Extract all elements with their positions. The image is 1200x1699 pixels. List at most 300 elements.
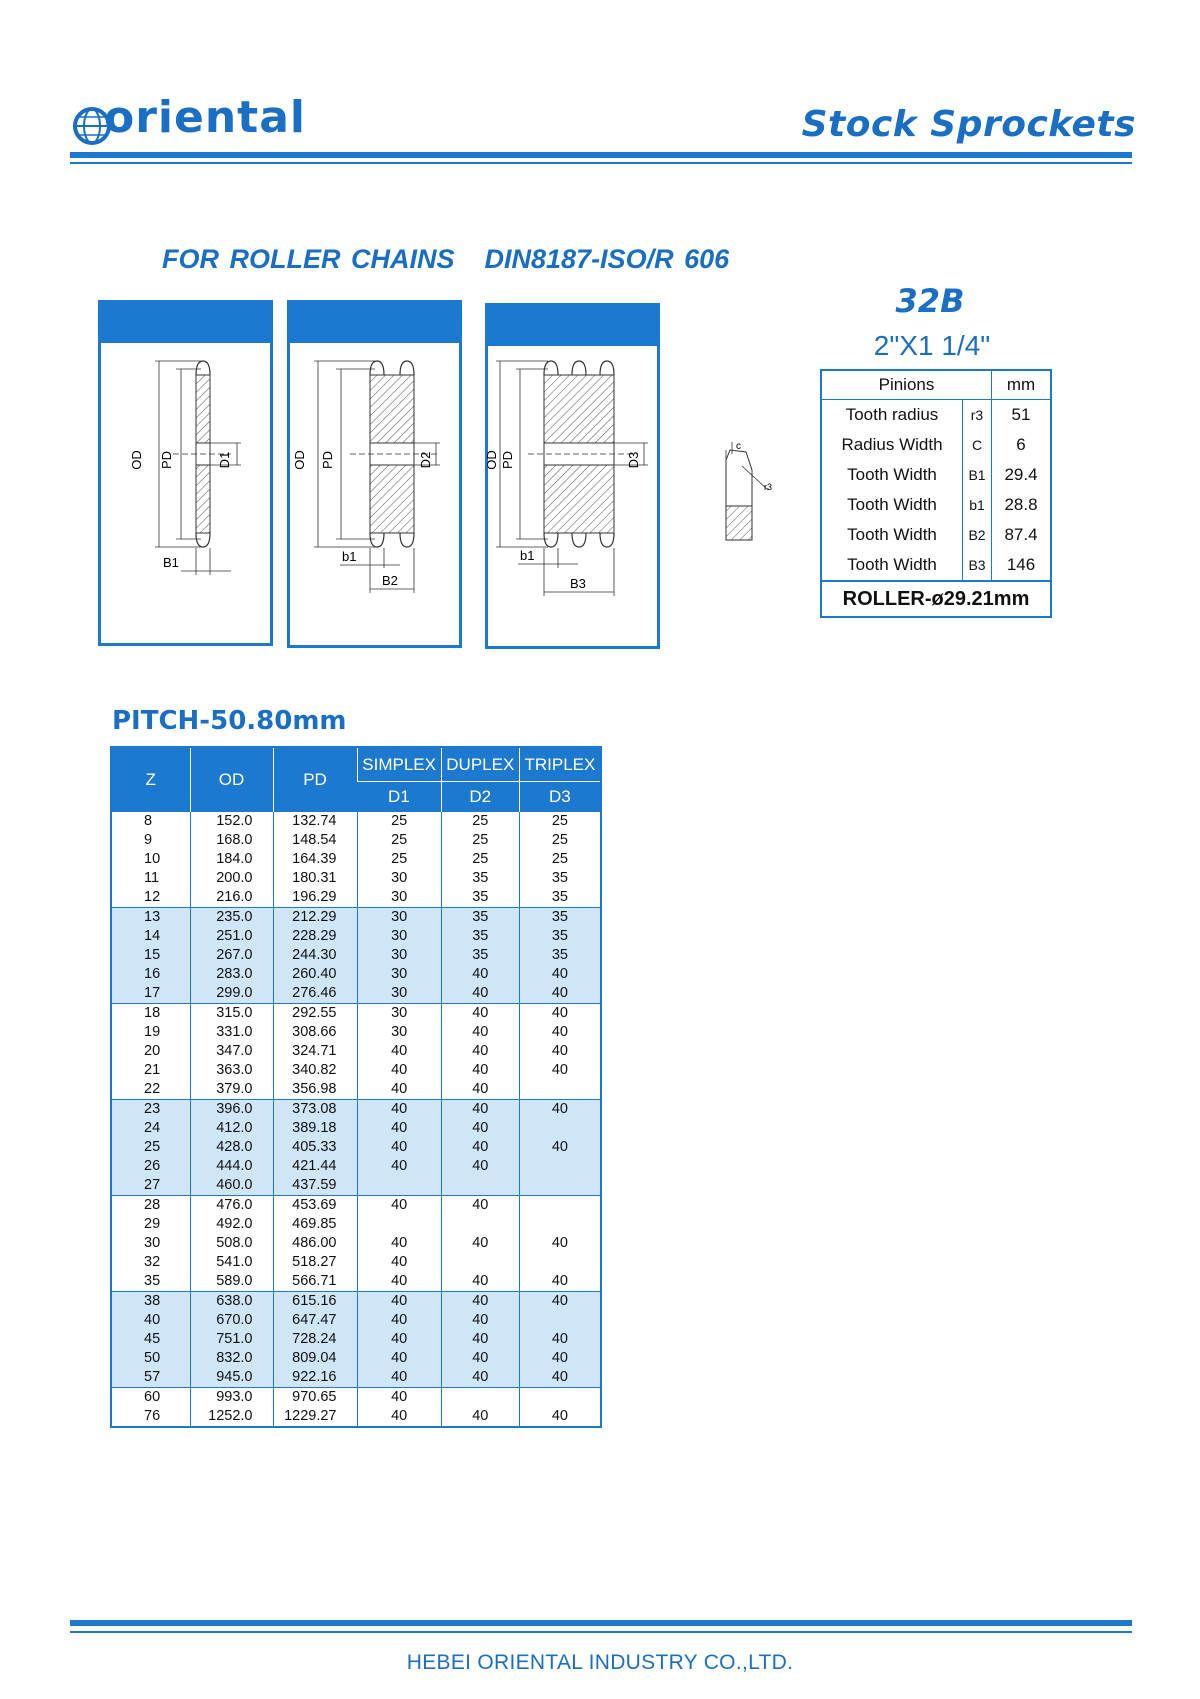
spec-value: 87.4 bbox=[992, 520, 1052, 550]
cell-z: 40 bbox=[111, 1311, 190, 1330]
cell-pd: 148.54 bbox=[273, 831, 357, 850]
table-row bbox=[111, 1349, 601, 1368]
cell-pd: 486.00 bbox=[273, 1234, 357, 1253]
cell-od: 492.0 bbox=[190, 1215, 273, 1234]
panel-header-bar bbox=[290, 303, 459, 343]
col-duplex: DUPLEX bbox=[441, 747, 519, 782]
cell-d2: 40 bbox=[441, 984, 519, 1004]
cell-d1: 40 bbox=[357, 1119, 441, 1138]
cell-d3: 35 bbox=[519, 888, 601, 908]
cell-d3: 40 bbox=[519, 1330, 601, 1349]
duplex-sprocket-drawing bbox=[290, 343, 460, 643]
cell-d2: 40 bbox=[441, 1368, 519, 1388]
chain-size: 2"X1 1/4" bbox=[873, 330, 991, 361]
table-row bbox=[111, 1080, 601, 1100]
cell-pd: 308.66 bbox=[273, 1023, 357, 1042]
spec-label: Tooth Width bbox=[847, 495, 937, 514]
cell-d3: 25 bbox=[519, 831, 601, 850]
cell-od: 235.0 bbox=[190, 908, 273, 928]
spec-header-row bbox=[821, 370, 1051, 400]
cell-pd: 356.98 bbox=[273, 1080, 357, 1100]
cell-d2: 40 bbox=[441, 1080, 519, 1100]
page-header-title: Stock Sprockets bbox=[801, 104, 1136, 145]
cell-d1: 25 bbox=[357, 812, 441, 832]
b2-label: B2 bbox=[382, 573, 398, 588]
cell-pd: 970.65 bbox=[273, 1388, 357, 1408]
table-row bbox=[111, 1272, 601, 1292]
cell-od: 216.0 bbox=[190, 888, 273, 908]
cell-pd: 405.33 bbox=[273, 1138, 357, 1157]
cell-d2: 35 bbox=[441, 908, 519, 928]
cell-d1: 40 bbox=[357, 1272, 441, 1292]
triplex-diagram-panel bbox=[485, 303, 660, 649]
cell-z: 25 bbox=[111, 1138, 190, 1157]
panel-header-bar bbox=[101, 303, 270, 343]
cell-z: 23 bbox=[111, 1100, 190, 1120]
section-subtitle bbox=[162, 244, 729, 275]
cell-d3: 40 bbox=[519, 1349, 601, 1368]
cell-pd: 132.74 bbox=[273, 812, 357, 832]
col-d3: D3 bbox=[519, 782, 601, 812]
table-row bbox=[111, 1176, 601, 1196]
cell-pd: 1229.27 bbox=[273, 1407, 357, 1427]
col-d2: D2 bbox=[441, 782, 519, 812]
cell-z: 18 bbox=[144, 1005, 161, 1021]
cell-od: 152.0 bbox=[190, 812, 273, 832]
cell-pd: 196.29 bbox=[273, 888, 357, 908]
spec-symbol: C bbox=[963, 430, 992, 460]
pd-label: PD bbox=[159, 450, 174, 470]
cell-od: 200.0 bbox=[190, 869, 273, 888]
table-row-group bbox=[111, 1292, 601, 1388]
cell-d2 bbox=[441, 1176, 519, 1196]
cell-z: 32 bbox=[144, 1254, 161, 1270]
cell-d2: 40 bbox=[441, 965, 519, 984]
cell-d2: 40 bbox=[441, 1311, 519, 1330]
roller-diameter: ROLLER-ø29.21mm bbox=[821, 581, 1051, 617]
cell-d1: 40 bbox=[357, 1292, 441, 1312]
cell-od: 589.0 bbox=[190, 1272, 273, 1292]
cell-od: 751.0 bbox=[190, 1330, 273, 1349]
sprocket-dimension-table bbox=[110, 746, 602, 1428]
table-header-row bbox=[111, 747, 601, 782]
header-rule-thin bbox=[70, 162, 1132, 164]
cell-d1: 40 bbox=[357, 1080, 441, 1100]
col-od: OD bbox=[190, 747, 273, 812]
cell-pd: 260.40 bbox=[273, 965, 357, 984]
col-simplex: SIMPLEX bbox=[357, 747, 441, 782]
cell-z: 15 bbox=[111, 946, 190, 965]
cell-od: 347.0 bbox=[190, 1042, 273, 1061]
cell-d2: 35 bbox=[441, 927, 519, 946]
cell-d2: 40 bbox=[441, 1100, 519, 1120]
cell-d1: 30 bbox=[357, 927, 441, 946]
simplex-sprocket-drawing bbox=[101, 343, 271, 643]
cell-d1: 40 bbox=[357, 1138, 441, 1157]
cell-od: 267.0 bbox=[190, 946, 273, 965]
pitch-title: PITCH-50.80mm bbox=[112, 706, 347, 736]
cell-d2: 25 bbox=[441, 812, 519, 832]
cell-d3 bbox=[519, 1176, 601, 1196]
panel-header-bar bbox=[488, 306, 657, 346]
cell-od: 168.0 bbox=[190, 831, 273, 850]
cell-d1: 40 bbox=[357, 1157, 441, 1176]
cell-pd: 518.27 bbox=[273, 1253, 357, 1272]
cell-d1: 40 bbox=[357, 1349, 441, 1368]
table-row bbox=[111, 888, 601, 908]
cell-pd: 164.39 bbox=[273, 850, 357, 869]
cell-d2: 35 bbox=[441, 888, 519, 908]
cell-d2 bbox=[441, 1388, 519, 1408]
table-row bbox=[111, 1215, 601, 1234]
table-row bbox=[111, 965, 601, 984]
cell-od: 428.0 bbox=[190, 1138, 273, 1157]
cell-d2: 40 bbox=[441, 1292, 519, 1312]
pinion-spec-table bbox=[820, 369, 1052, 618]
table-row bbox=[111, 1100, 601, 1120]
col-d1: D1 bbox=[357, 782, 441, 812]
cell-z: 22 bbox=[144, 1081, 161, 1097]
cell-d3: 40 bbox=[519, 1100, 601, 1120]
cell-d1: 40 bbox=[357, 1368, 441, 1388]
cell-z: 76 bbox=[144, 1408, 161, 1424]
cell-d1: 40 bbox=[357, 1253, 441, 1272]
cell-z: 16 bbox=[111, 965, 190, 984]
cell-d3 bbox=[519, 1253, 601, 1272]
pd-label: PD bbox=[320, 450, 335, 470]
cell-z: 28 bbox=[144, 1197, 161, 1213]
cell-pd: 292.55 bbox=[273, 1004, 357, 1024]
table-row bbox=[111, 1368, 601, 1388]
subtitle-text: FOR ROLLER CHAINS bbox=[162, 244, 455, 274]
spec-symbol: B2 bbox=[963, 520, 992, 550]
table-row bbox=[111, 831, 601, 850]
r3-label: r3 bbox=[764, 482, 773, 492]
cell-d2: 40 bbox=[441, 1407, 519, 1427]
cell-d2: 35 bbox=[441, 869, 519, 888]
cell-d1: 30 bbox=[357, 984, 441, 1004]
spec-row bbox=[821, 460, 1051, 490]
cell-pd: 244.30 bbox=[273, 946, 357, 965]
table-row bbox=[111, 869, 601, 888]
cell-d1: 30 bbox=[357, 908, 441, 928]
col-z: Z bbox=[111, 747, 190, 812]
cell-d2: 40 bbox=[441, 1042, 519, 1061]
cell-pd: 373.08 bbox=[273, 1100, 357, 1120]
cell-z: 19 bbox=[144, 1024, 161, 1040]
cell-z: 17 bbox=[111, 984, 190, 1004]
cell-z: 60 bbox=[144, 1389, 161, 1405]
cell-d1: 30 bbox=[357, 965, 441, 984]
cell-d2: 40 bbox=[441, 1023, 519, 1042]
table-row bbox=[111, 1004, 601, 1024]
table-row-group bbox=[111, 812, 601, 908]
cell-d2: 35 bbox=[441, 946, 519, 965]
cell-pd: 340.82 bbox=[273, 1061, 357, 1080]
cell-d3: 40 bbox=[519, 1061, 601, 1080]
cell-pd: 728.24 bbox=[273, 1330, 357, 1349]
table-row bbox=[111, 1253, 601, 1272]
d1-label: D1 bbox=[217, 451, 232, 469]
cell-d3: 35 bbox=[519, 927, 601, 946]
od-label: OD bbox=[484, 450, 499, 470]
cell-d3: 25 bbox=[519, 812, 601, 832]
cell-pd: 809.04 bbox=[273, 1349, 357, 1368]
cell-d3 bbox=[519, 1080, 601, 1100]
cell-pd: 421.44 bbox=[273, 1157, 357, 1176]
cell-z: 11 bbox=[144, 870, 160, 886]
cell-z: 20 bbox=[144, 1043, 161, 1059]
spec-value: 51 bbox=[992, 400, 1052, 431]
spec-symbol: B3 bbox=[963, 550, 992, 581]
cell-d3: 40 bbox=[519, 984, 601, 1004]
cell-z: 35 bbox=[144, 1273, 161, 1289]
cell-pd: 324.71 bbox=[273, 1042, 357, 1061]
cell-d3: 40 bbox=[519, 1042, 601, 1061]
cell-d3 bbox=[519, 1196, 601, 1216]
cell-d1: 40 bbox=[357, 1234, 441, 1253]
footer-rule-thin bbox=[70, 1631, 1132, 1633]
cell-d3 bbox=[519, 1215, 601, 1234]
cell-d3 bbox=[519, 1157, 601, 1176]
c-label: c bbox=[736, 441, 741, 452]
cell-pd: 389.18 bbox=[273, 1119, 357, 1138]
cell-pd: 922.16 bbox=[273, 1368, 357, 1388]
cell-pd: 453.69 bbox=[273, 1196, 357, 1216]
cell-od: 444.0 bbox=[190, 1157, 273, 1176]
b1-label: b1 bbox=[342, 549, 357, 564]
cell-d3 bbox=[519, 1388, 601, 1408]
cell-d2: 40 bbox=[441, 1330, 519, 1349]
cell-d2: 25 bbox=[441, 831, 519, 850]
cell-d3: 35 bbox=[519, 946, 601, 965]
spec-value: 28.8 bbox=[992, 490, 1052, 520]
cell-d1: 30 bbox=[357, 888, 441, 908]
spec-label: Radius Width bbox=[841, 435, 943, 454]
cell-d3: 40 bbox=[519, 1292, 601, 1312]
cell-od: 331.0 bbox=[190, 1023, 273, 1042]
cell-od: 638.0 bbox=[190, 1292, 273, 1312]
cell-z: 13 bbox=[111, 908, 190, 928]
table-row bbox=[111, 1119, 601, 1138]
table-row bbox=[111, 1388, 601, 1408]
cell-d1: 30 bbox=[357, 1004, 441, 1024]
od-label: OD bbox=[292, 450, 307, 470]
spec-label: Tooth Width bbox=[847, 525, 937, 544]
table-row bbox=[111, 1234, 601, 1253]
cell-d1 bbox=[357, 1215, 441, 1234]
cell-z: 57 bbox=[111, 1368, 190, 1388]
table-row bbox=[111, 1292, 601, 1312]
table-row bbox=[111, 1407, 601, 1427]
table-row bbox=[111, 1157, 601, 1176]
b1-label: b1 bbox=[520, 548, 535, 563]
cell-od: 670.0 bbox=[190, 1311, 273, 1330]
cell-d2: 40 bbox=[441, 1272, 519, 1292]
table-row-group bbox=[111, 1388, 601, 1428]
cell-pd: 212.29 bbox=[273, 908, 357, 928]
table-row-group bbox=[111, 1004, 601, 1100]
cell-d2: 40 bbox=[441, 1138, 519, 1157]
cell-z: 45 bbox=[111, 1330, 190, 1349]
cell-pd: 647.47 bbox=[273, 1311, 357, 1330]
cell-z: 12 bbox=[144, 889, 161, 905]
cell-z: 30 bbox=[144, 1235, 161, 1251]
spec-value: 6 bbox=[992, 430, 1052, 460]
cell-d2 bbox=[441, 1215, 519, 1234]
cell-d1: 30 bbox=[357, 946, 441, 965]
table-row-group bbox=[111, 1100, 601, 1196]
cell-od: 379.0 bbox=[190, 1080, 273, 1100]
cell-od: 412.0 bbox=[190, 1119, 273, 1138]
spec-header-unit: mm bbox=[992, 370, 1052, 400]
table-row-group bbox=[111, 908, 601, 1004]
subtitle-standard: DIN8187-ISO/R 606 bbox=[484, 244, 730, 274]
cell-od: 832.0 bbox=[190, 1349, 273, 1368]
cell-d1: 25 bbox=[357, 831, 441, 850]
cell-z: 10 bbox=[144, 851, 161, 867]
spec-row bbox=[821, 550, 1051, 581]
cell-d1: 25 bbox=[357, 850, 441, 869]
cell-z: 24 bbox=[111, 1119, 190, 1138]
table-row bbox=[111, 850, 601, 869]
table-row bbox=[111, 927, 601, 946]
roller-row bbox=[821, 581, 1051, 617]
cell-d1: 40 bbox=[357, 1330, 441, 1349]
table-row-group bbox=[111, 1196, 601, 1292]
cell-pd: 228.29 bbox=[273, 927, 357, 946]
cell-d1: 40 bbox=[357, 1042, 441, 1061]
cell-z: 21 bbox=[144, 1062, 161, 1078]
table-row bbox=[111, 984, 601, 1004]
cell-d1: 40 bbox=[357, 1196, 441, 1216]
cell-od: 283.0 bbox=[190, 965, 273, 984]
cell-d3: 25 bbox=[519, 850, 601, 869]
cell-d3: 40 bbox=[519, 965, 601, 984]
table-row bbox=[111, 812, 601, 832]
chain-code: 32B bbox=[895, 282, 965, 320]
table-row bbox=[111, 1023, 601, 1042]
cell-d3: 40 bbox=[519, 1234, 601, 1253]
cell-d2: 25 bbox=[441, 850, 519, 869]
cell-d2: 40 bbox=[441, 1157, 519, 1176]
cell-d1: 40 bbox=[357, 1100, 441, 1120]
spec-row bbox=[821, 430, 1051, 460]
cell-d2: 40 bbox=[441, 1234, 519, 1253]
duplex-diagram-panel bbox=[287, 300, 462, 648]
cell-od: 460.0 bbox=[190, 1176, 273, 1196]
cell-d1: 30 bbox=[357, 869, 441, 888]
table-row bbox=[111, 908, 601, 928]
cell-od: 508.0 bbox=[190, 1234, 273, 1253]
cell-od: 299.0 bbox=[190, 984, 273, 1004]
b1-label: B1 bbox=[163, 555, 179, 570]
cell-d1: 40 bbox=[357, 1407, 441, 1427]
footer-company: HEBEI ORIENTAL INDUSTRY CO.,LTD. bbox=[406, 1651, 794, 1674]
cell-od: 363.0 bbox=[190, 1061, 273, 1080]
od-label: OD bbox=[129, 450, 144, 470]
cell-d1 bbox=[357, 1176, 441, 1196]
spec-value: 29.4 bbox=[992, 460, 1052, 490]
cell-od: 396.0 bbox=[190, 1100, 273, 1120]
cell-od: 476.0 bbox=[190, 1196, 273, 1216]
table-row bbox=[111, 1061, 601, 1080]
table-row bbox=[111, 1311, 601, 1330]
col-triplex: TRIPLEX bbox=[519, 747, 601, 782]
cell-d3 bbox=[519, 1119, 601, 1138]
spec-row bbox=[821, 520, 1051, 550]
cell-z: 8 bbox=[144, 813, 153, 829]
table-row bbox=[111, 1196, 601, 1216]
tooth-profile-drawing bbox=[712, 440, 782, 550]
cell-z: 50 bbox=[111, 1349, 190, 1368]
cell-d3: 40 bbox=[519, 1407, 601, 1427]
table-row bbox=[111, 946, 601, 965]
cell-d3: 40 bbox=[519, 1272, 601, 1292]
cell-d1: 40 bbox=[357, 1388, 441, 1408]
b3-label: B3 bbox=[570, 576, 586, 591]
cell-od: 184.0 bbox=[190, 850, 273, 869]
d2-label: D2 bbox=[418, 451, 433, 469]
cell-d3: 40 bbox=[519, 1004, 601, 1024]
cell-od: 1252.0 bbox=[190, 1407, 273, 1427]
pd-label: PD bbox=[500, 450, 515, 470]
cell-z: 14 bbox=[111, 927, 190, 946]
table-row bbox=[111, 1330, 601, 1349]
cell-od: 945.0 bbox=[190, 1368, 273, 1388]
footer-rule bbox=[70, 1620, 1132, 1626]
cell-od: 541.0 bbox=[190, 1253, 273, 1272]
spec-label: Tooth radius bbox=[845, 405, 939, 424]
d3-label: D3 bbox=[626, 451, 641, 469]
spec-symbol: B1 bbox=[963, 460, 992, 490]
cell-d3: 35 bbox=[519, 869, 601, 888]
cell-z: 38 bbox=[111, 1292, 190, 1312]
cell-d3: 40 bbox=[519, 1138, 601, 1157]
cell-od: 251.0 bbox=[190, 927, 273, 946]
simplex-diagram-panel bbox=[98, 300, 273, 646]
spec-row bbox=[821, 400, 1051, 431]
header-rule bbox=[70, 152, 1132, 158]
cell-d1: 30 bbox=[357, 1023, 441, 1042]
cell-d2: 40 bbox=[441, 1196, 519, 1216]
cell-d2: 40 bbox=[441, 1061, 519, 1080]
table-row bbox=[111, 1042, 601, 1061]
cell-od: 993.0 bbox=[190, 1388, 273, 1408]
cell-z: 27 bbox=[111, 1176, 190, 1196]
cell-d3: 40 bbox=[519, 1368, 601, 1388]
cell-pd: 437.59 bbox=[273, 1176, 357, 1196]
cell-pd: 276.46 bbox=[273, 984, 357, 1004]
spec-label: Tooth Width bbox=[847, 465, 937, 484]
spec-row bbox=[821, 490, 1051, 520]
cell-d1: 40 bbox=[357, 1311, 441, 1330]
col-pd: PD bbox=[273, 747, 357, 812]
cell-od: 315.0 bbox=[190, 1004, 273, 1024]
cell-z: 26 bbox=[111, 1157, 190, 1176]
cell-d2: 40 bbox=[441, 1004, 519, 1024]
cell-pd: 180.31 bbox=[273, 869, 357, 888]
cell-d2 bbox=[441, 1253, 519, 1272]
spec-header-label: Pinions bbox=[821, 370, 992, 400]
cell-pd: 469.85 bbox=[273, 1215, 357, 1234]
table-row bbox=[111, 1138, 601, 1157]
triplex-sprocket-drawing bbox=[484, 346, 658, 646]
cell-d3: 35 bbox=[519, 908, 601, 928]
cell-d1: 40 bbox=[357, 1061, 441, 1080]
spec-label: Tooth Width bbox=[847, 555, 937, 574]
cell-d3: 40 bbox=[519, 1023, 601, 1042]
